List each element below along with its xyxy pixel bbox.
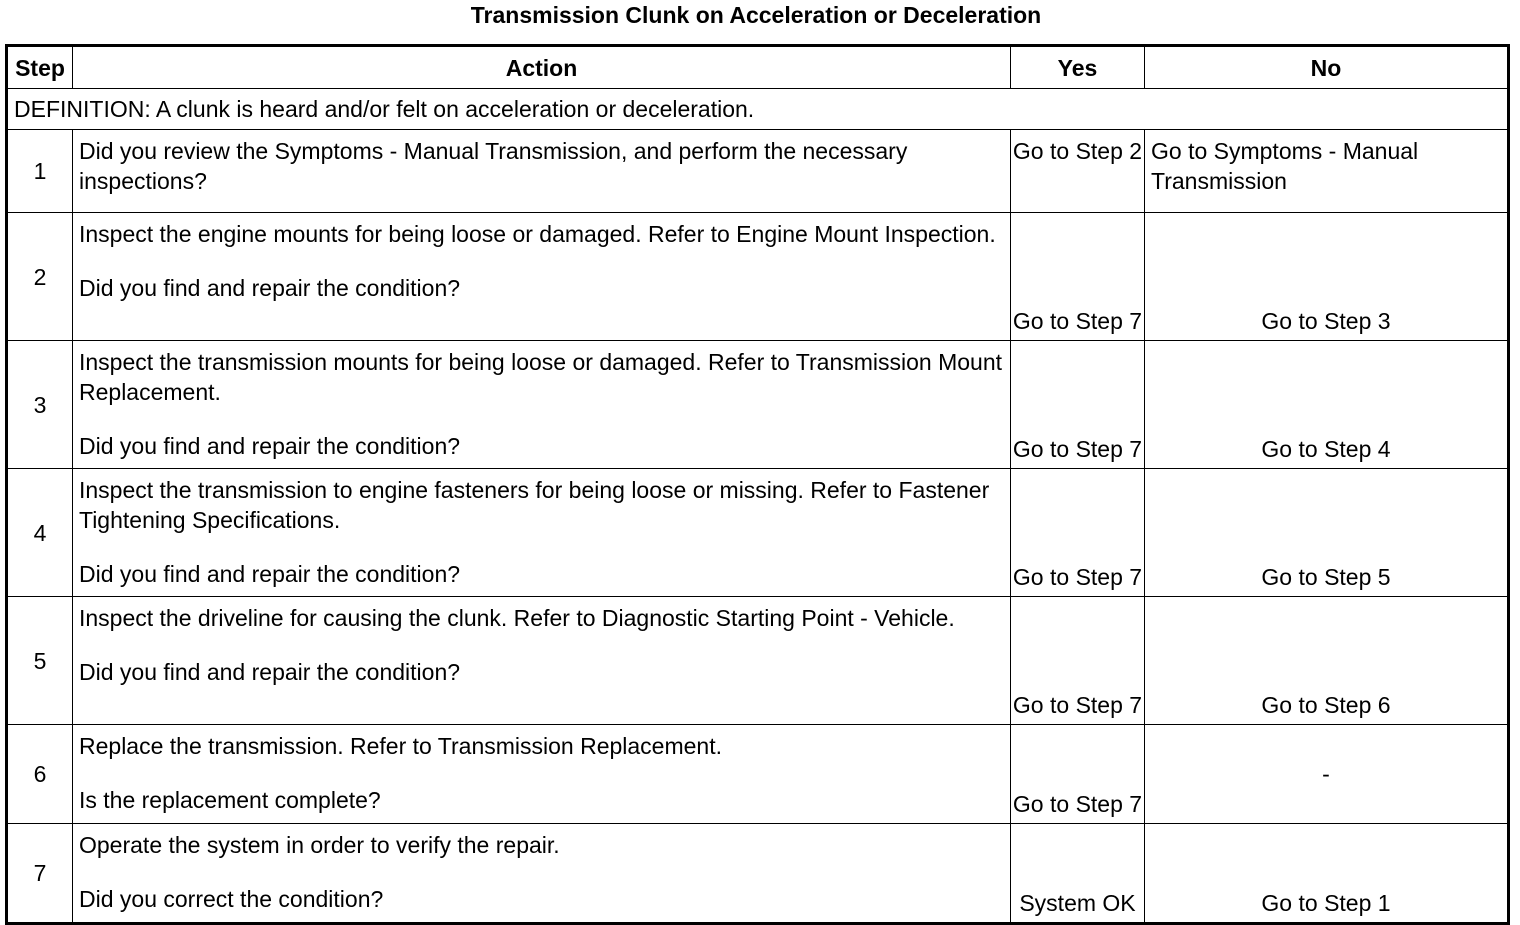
step-number: 4 (7, 469, 73, 597)
step-number: 5 (7, 597, 73, 725)
action-cell (73, 469, 1011, 597)
table-row (7, 597, 1509, 725)
no-cell: Go to Step 5 (1145, 469, 1509, 597)
action-instruction: Inspect the engine mounts for being loose or damaged. Refer to Engine Mount Inspection. (79, 221, 996, 247)
yes-cell: Go to Step 7 (1011, 341, 1145, 469)
definition-row (7, 89, 1509, 130)
yes-cell: Go to Step 7 (1011, 469, 1145, 597)
yes-cell: Go to Step 7 (1011, 725, 1145, 824)
action-instruction: Inspect the transmission to engine fasteners for being loose or missing. Refer to Fastener Tightening Specifications. (79, 477, 990, 533)
yes-cell: System OK (1011, 824, 1145, 924)
action-cell (73, 213, 1011, 341)
action-instruction: Inspect the transmission mounts for being loose or damaged. Refer to Transmission Mount Replacement. (79, 349, 1003, 405)
page-title: Transmission Clunk on Acceleration or Deceleration (470, 2, 1042, 28)
action-cell (73, 725, 1011, 824)
header-yes: Yes (1011, 46, 1145, 89)
action-cell (73, 824, 1011, 924)
action-question: Did you find and repair the condition? (79, 433, 461, 459)
step-number: 3 (7, 341, 73, 469)
action-instruction: Replace the transmission. Refer to Transmission Replacement. (79, 733, 723, 759)
step-number: 7 (7, 824, 73, 924)
action-question: Did you find and repair the condition? (79, 659, 461, 685)
action-cell (73, 597, 1011, 725)
table-row (7, 130, 1509, 213)
action-cell (73, 130, 1011, 213)
diagnostic-table (5, 44, 1510, 925)
no-cell: - (1145, 725, 1509, 824)
action-question: Did you review the Symptoms - Manual Transmission, and perform the necessary inspections? (79, 138, 908, 194)
action-cell (73, 341, 1011, 469)
no-cell: Go to Symptoms - Manual Transmission (1145, 130, 1509, 213)
yes-cell: Go to Step 7 (1011, 597, 1145, 725)
action-question: Did you find and repair the condition? (79, 561, 461, 587)
table-row (7, 341, 1509, 469)
no-cell: Go to Step 4 (1145, 341, 1509, 469)
step-number: 2 (7, 213, 73, 341)
header-action: Action (73, 46, 1011, 89)
yes-cell: Go to Step 7 (1011, 213, 1145, 341)
header-row (7, 46, 1509, 89)
no-cell: Go to Step 6 (1145, 597, 1509, 725)
header-step: Step (7, 46, 73, 89)
yes-cell: Go to Step 2 (1011, 130, 1145, 213)
table-row (7, 213, 1509, 341)
action-instruction: Inspect the driveline for causing the clunk. Refer to Diagnostic Starting Point - Vehicle. (79, 605, 955, 631)
table-row (7, 725, 1509, 824)
action-instruction: Operate the system in order to verify the repair. (79, 832, 560, 858)
no-cell: Go to Step 1 (1145, 824, 1509, 924)
header-no: No (1145, 46, 1509, 89)
action-question: Did you correct the condition? (79, 886, 384, 912)
step-number: 6 (7, 725, 73, 824)
action-question: Is the replacement complete? (79, 787, 381, 813)
table-row (7, 824, 1509, 924)
definition-text: DEFINITION: A clunk is heard and/or felt on acceleration or deceleration. (7, 89, 1509, 130)
step-number: 1 (7, 130, 73, 213)
action-question: Did you find and repair the condition? (79, 275, 461, 301)
table-row (7, 469, 1509, 597)
no-cell: Go to Step 3 (1145, 213, 1509, 341)
